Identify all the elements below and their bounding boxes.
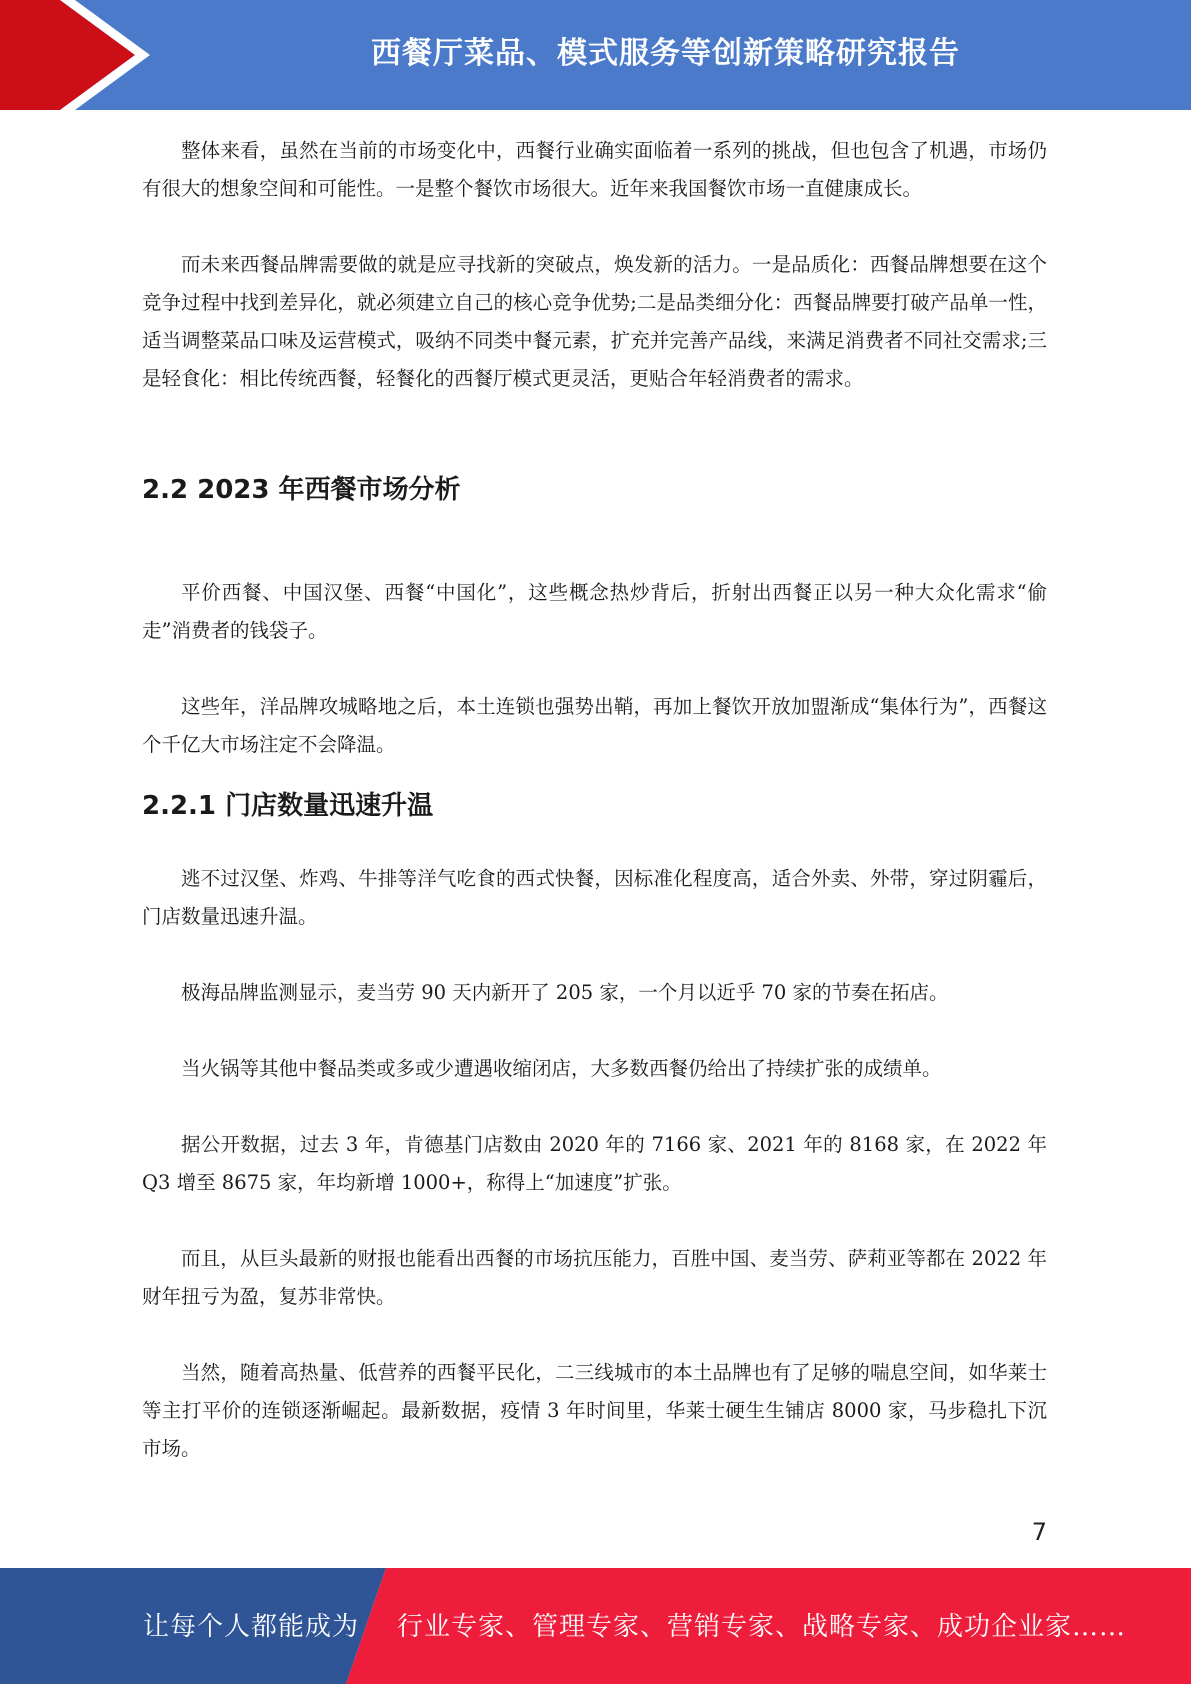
- paragraph: 当然，随着高热量、低营养的西餐平民化，二三线城市的本土品牌也有了足够的喘息空间，如华莱士等主打平价的连锁逐渐崛起。最新数据，疫情 3 年时间里，华莱士硬生生铺店 8000 家，马步稳扎下沉市场。: [142, 1361, 1047, 1460]
- report-title: 西餐厅菜品、模式服务等创新策略研究报告: [371, 36, 960, 71]
- page-number: 7: [1031, 1518, 1047, 1546]
- header-arrow-decoration: [0, 0, 200, 110]
- page-footer: [0, 1568, 1191, 1684]
- paragraph: 当火锅等其他中餐品类或多或少遭遇收缩闭店，大多数西餐仍给出了持续扩张的成绩单。: [181, 1057, 942, 1080]
- subsection-heading: 2.2.1 门店数量迅速升温: [142, 791, 434, 821]
- footer-slogan-left: 让每个人都能成为: [143, 1612, 360, 1642]
- footer-slogan-right: 行业专家、管理专家、营销专家、战略专家、成功企业家……: [397, 1612, 1127, 1642]
- page-header: [0, 0, 1191, 110]
- paragraph: 逃不过汉堡、炸鸡、牛排等洋气吃食的西式快餐，因标准化程度高，适合外卖、外带，穿过阴霾后，门店数量迅速升温。: [142, 867, 1047, 928]
- paragraph: 极海品牌监测显示，麦当劳 90 天内新开了 205 家，一个月以近乎 70 家的节奏在拓店。: [181, 981, 949, 1004]
- paragraph: 这些年，洋品牌攻城略地之后，本土连锁也强势出鞘，再加上餐饮开放加盟渐成“集体行为”，西餐这个千亿大市场注定不会降温。: [142, 695, 1047, 756]
- paragraph: 平价西餐、中国汉堡、西餐“中国化”，这些概念热炒背后，折射出西餐正以另一种大众化需求“偷走”消费者的钱袋子。: [142, 581, 1047, 642]
- paragraph: 整体来看，虽然在当前的市场变化中，西餐行业确实面临着一系列的挑战，但也包含了机遇，市场仍有很大的想象空间和可能性。一是整个餐饮市场很大。近年来我国餐饮市场一直健康成长。: [142, 139, 1047, 200]
- paragraph: 而未来西餐品牌需要做的就是应寻找新的突破点，焕发新的活力。一是品质化：西餐品牌想要在这个竞争过程中找到差异化，就必须建立自己的核心竞争优势;二是品类细分化：西餐品牌要打破产品单一性，适当调整菜品口味及运营模式，吸纳不同类中餐元素，扩充并完善产品线，来满足消费者不同社交需求;三是轻食化：相比传统西餐，轻餐化的西餐厅模式更灵活，更贴合年轻消费者的需求。: [142, 253, 1047, 390]
- section-heading: 2.2 2023 年西餐市场分析: [142, 475, 461, 505]
- paragraph: 而且，从巨头最新的财报也能看出西餐的市场抗压能力，百胜中国、麦当劳、萨莉亚等都在 2022 年财年扭亏为盈，复苏非常快。: [142, 1247, 1047, 1308]
- document-body: [142, 132, 1047, 1506]
- paragraph: 据公开数据，过去 3 年，肯德基门店数由 2020 年的 7166 家、2021 年的 8168 家，在 2022 年 Q3 增至 8675 家，年均新增 1000+，称得上“加速度”扩张。: [142, 1133, 1047, 1194]
